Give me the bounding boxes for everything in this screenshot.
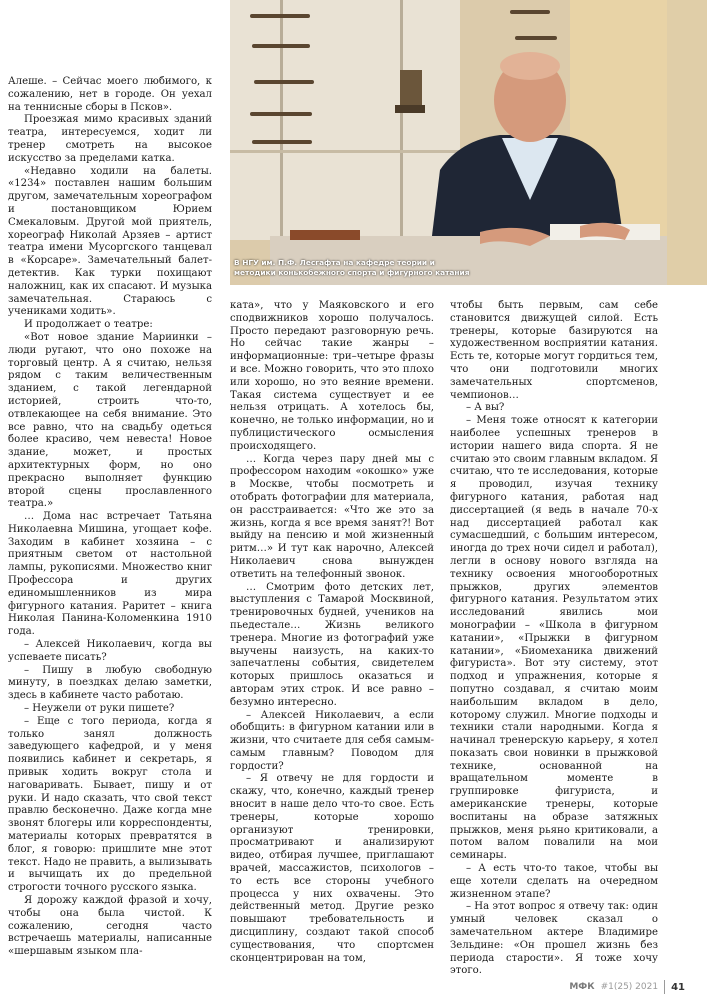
- paragraph: … Когда через пару дней мы с профессором находим «окошко» уже в Москве, чтобы посмотреть и отобрать фотографии для материала, он расстраивается: «Что же это за жизнь, когда я все время занят?! Вот выйду на пенсию и мой жизненный ритм…» И тут как нарочно, Алексей Николаевич снова вынужден ответить на телефонный звонок.: [230, 453, 434, 580]
- paragraph: – Меня тоже относят к категории наиболее успешных тренеров в истории нашего вида спорта. Я не считаю это своим главным вкладом. Я считаю, что те исследования, которые я проводил, изучая технику фигурного катания, работая над диссертацией (я ведь в начале 70-х над диссертацией работал как сумасшедший, с большим интересом, иногда до трех ночи сидел и работал), легли в основу нового взгляда на технику освоения многооборотных прыжков, других элементов фигурного катания. Результатом этих исследований явились мои монографии – «Школа в фигурном катании», «Прыжки в фигурном катании», «Биомеханика движений фигуриста». Вот эту систему, этот подход и упражнения, которые я попутно создавал, я считаю моим наибольшим вкладом в дело, которому служил. Многие подходы и техники стали народными. Когда я начинал тренерскую карьеру, я хотел показать свои новинки в прыжковой технике, основанной на вращательном моменте в группировке фигуриста, и американские тренеры, которые воспитаны на образе затяжных прыжков, меня рьяно критиковали, а потом валом повалили на мои семинары.: [450, 415, 658, 862]
- paragraph: – Еще с того периода, когда я только занял должность заведующего кафедрой, и у меня появились кабинет и секретарь, я привык ходить вокруг стола и наговаривать. Бывает, пишу и от руки. И надо сказать, что свой текст правлю бесконечно. Даже когда мне звонят блогеры или корреспонденты, материалы которых превратятся в блог, я говорю: пришлите мне этот текст. Надо не править, а вылизывать и вычищать их до предельной строгости точного русского языка.: [8, 715, 212, 894]
- article-column-1: [8, 76, 212, 984]
- paragraph: – Пишу в любую свободную минуту, в поездках делаю заметки, здесь в кабинете часто работаю.: [8, 664, 212, 702]
- photo-caption: В НГУ им. П.Ф. Лесгафта на кафедре теории и методики конькобежного спорта и фигурного катания: [234, 258, 470, 277]
- paragraph: Я дорожу каждой фразой и хочу, чтобы она была чистой. К сожалению, сегодня часто встречаешь материалы, написанные «шершавым языком пла-: [8, 895, 212, 958]
- paragraph: – А есть что-то такое, чтобы вы еще хотели сделать на очередном жизненном этапе?: [450, 863, 658, 900]
- paragraph: ката», что у Маяковского и его сподвижников хорошо получалось. Просто передают разговорную речь. Но сейчас такие жанры – информационные: три–четыре фразы и все. Можно говорить, что это плохо или хорошо, но это веяние времени. Такая система существует и ее нельзя отрицать. А хотелось бы, конечно, не только информации, но и публицистического осмысления происходящего.: [230, 300, 434, 452]
- paragraph: И продолжает о театре:: [24, 319, 153, 331]
- magazine-name: МФК: [569, 982, 595, 992]
- article-column-3: [450, 300, 658, 984]
- article-photo: [230, 0, 707, 285]
- photo-illustration: [230, 0, 707, 285]
- paragraph: – А вы?: [466, 402, 505, 414]
- paragraph: Проезжая мимо красивых зданий театра, интересуемся, ходит ли тренер смотреть на высокое искусство за пределами катка.: [8, 114, 212, 164]
- paragraph: – На этот вопрос я отвечу так: один умный человек сказал о замечательном актере Владимире Зельдине: «Он прошел жизнь без периода старости». Я тоже хочу этого.: [450, 901, 658, 977]
- paragraph: – Я отвечу не для гордости и скажу, что, конечно, каждый тренер вносит в наше дело что-то свое. Есть тренеры, которые хорошо организуют тренировки, просматривают и анализируют видео, отбирая лучшее, приглашают врачей, массажистов, психологов – то есть все стороны учебного процесса у них охвачены. Это действенный метод. Другие резко повышают требовательность и дисциплину, создают такой способ существования, что спортсмен сконцентрирован на том,: [230, 773, 434, 964]
- paragraph: … Дома нас встречает Татьяна Николаевна Мишина, угощает кофе. Заходим в кабинет хозяина – с приятным светом от настольной лампы, рукописями. Множество книг Профессора и других единомышленников из мира фигурного катания. Раритет – книга Николая Панина-Коломенкина 1910 года.: [8, 511, 212, 638]
- footer-divider: [664, 980, 665, 994]
- article-column-2: [230, 300, 434, 984]
- paragraph: чтобы быть первым, сам себе становится движущей силой. Есть тренеры, которые базируются на художественном восприятии катания. Есть те, которые могут гордиться тем, что они подготовили многих замечательных спортсменов, чемпионов…: [450, 300, 658, 401]
- paragraph: – Алексей Николаевич, когда вы успеваете писать?: [8, 639, 212, 663]
- paragraph: – Неужели от руки пишете?: [24, 703, 175, 715]
- photo-right-wall: [667, 0, 707, 285]
- page-number: 41: [671, 981, 685, 993]
- paragraph: … Смотрим фото детских лет, выступления с Тамарой Москвиной, тренировочных будней, учеников на пьедестале… Жизнь великого тренера. Многие из фотографий уже выучены наизусть, на каких-то запечатлены события, свидетелем которых пришлось оказаться и авторам этих строк. И все равно – безумно интересно.: [230, 581, 434, 708]
- paragraph: «Вот новое здание Мариинки – люди ругают, что оно похоже на торговый центр. А я считаю, нельзя рядом с таким величественным зданием, с такой легендарной историей, строить что-то, отвлекающее на себя внимание. Это все равно, что на свадьбу одеться более красиво, чем невеста! Новое здание, может, и простых архитектурных форм, но оно прекрасно выполняет функцию второй сцены прославленного театра.»: [8, 331, 212, 510]
- issue-number: #1(25) 2021: [600, 982, 659, 992]
- paragraph: Алеше. – Сейчас моего любимого, к сожалению, нет в городе. Он уехал на теннисные сборы в Псков».: [8, 76, 212, 113]
- paragraph: «Недавно ходили на балеты. «1234» поставлен нашим большим другом, замечательным хореографом и постановщиком Юрием Смекаловым. Другой мой приятель, хореограф Николай Арзяев – артист театра имени Мусоргского танцевал в «Корсаре». Замечательный балет-детектив. Как турки похищают наложниц, как их спасают. И музыка замечательная. Стараюсь с учениками ходить».: [8, 165, 212, 318]
- paragraph: – Алексей Николаевич, а если обобщить: в фигурном катании или в жизни, что считаете для себя самым-самым главным? Поводом для гордости?: [230, 709, 434, 772]
- page-footer: [569, 980, 685, 994]
